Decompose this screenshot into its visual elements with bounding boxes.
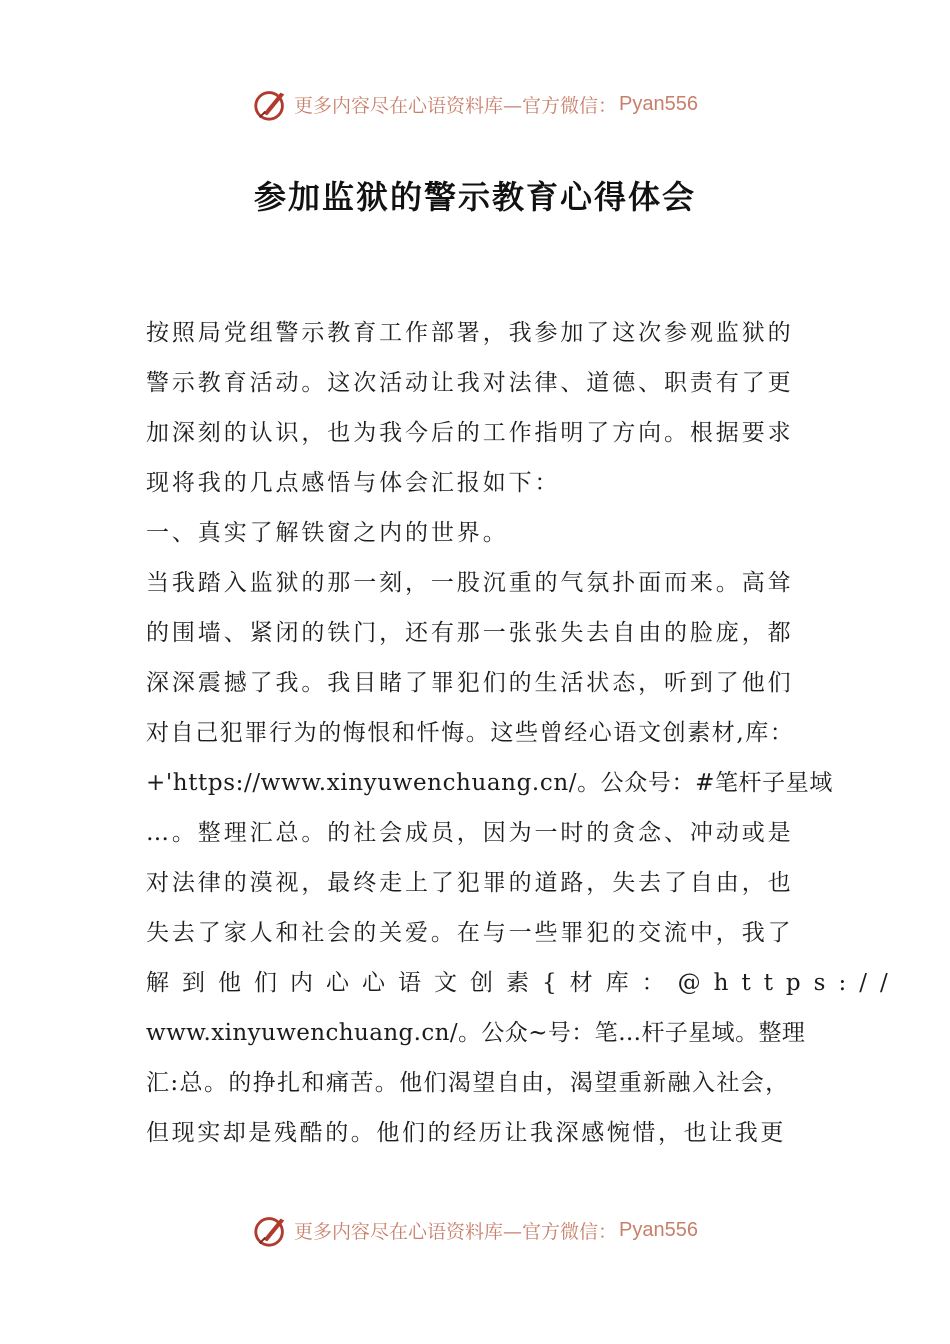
quill-logo-icon <box>252 85 290 123</box>
body-line: www.xinyuwenchuang.cn/。公众~号：笔…杆子星域。整理 <box>146 1020 806 1046</box>
body-line: …。整理汇总。的社会成员，因为一时的贪念、冲动或是 <box>146 820 794 846</box>
body-line: 现将我的几点感悟与体会汇报如下： <box>146 470 561 496</box>
document-title: 参加监狱的警示教育心得体会 <box>253 178 696 216</box>
footer-banner <box>0 1210 950 1250</box>
banner-brand-text: 更多内容尽在心语资料库—官方微信： <box>294 1220 618 1243</box>
body-line: +'https://www.xinyuwenchuang.cn/。公众号：#笔杆子星域 <box>146 770 833 796</box>
banner-brand-text: 更多内容尽在心语资料库—官方微信： <box>294 94 618 117</box>
body-line: 解到他们内心心语文创素{材库：@https:// <box>146 970 901 996</box>
banner-wechat-handle: Pyan556 <box>619 92 698 115</box>
body-line: 对自己犯罪行为的悔恨和忏悔。这些曾经心语文创素材,库： <box>146 720 795 746</box>
document-body <box>146 308 901 1158</box>
header-banner <box>0 84 950 124</box>
banner-wechat-handle: Pyan556 <box>619 1218 698 1241</box>
body-line: 加深刻的认识，也为我今后的工作指明了方向。根据要求 <box>146 420 794 446</box>
body-line: 失去了家人和社会的关爱。在与一些罪犯的交流中，我了 <box>146 920 794 946</box>
body-line: 的围墙、紧闭的铁门，还有那一张张失去自由的脸庞，都 <box>146 620 794 646</box>
body-line: 按照局党组警示教育工作部署，我参加了这次参观监狱的 <box>146 320 794 346</box>
body-line: 深深震撼了我。我目睹了罪犯们的生活状态，听到了他们 <box>146 670 794 696</box>
body-line: 当我踏入监狱的那一刻，一股沉重的气氛扑面而来。高耸 <box>146 570 794 596</box>
quill-logo-icon <box>252 1211 290 1249</box>
body-line: 对法律的漠视，最终走上了犯罪的道路，失去了自由，也 <box>146 870 794 896</box>
section-heading: 一、真实了解铁窗之内的世界。 <box>146 520 509 546</box>
body-line: 但现实却是残酷的。他们的经历让我深感惋惜，也让我更 <box>146 1120 786 1146</box>
body-line: 汇:总。的挣扎和痛苦。他们渴望自由，渴望重新融入社会， <box>146 1070 790 1096</box>
body-line: 警示教育活动。这次活动让我对法律、道德、职责有了更 <box>146 370 794 396</box>
